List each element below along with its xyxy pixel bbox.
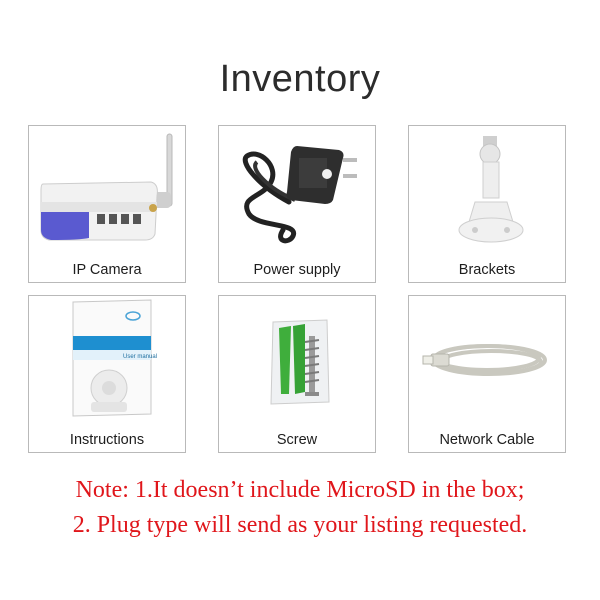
network-cable-icon [409, 296, 565, 424]
item-label: IP Camera [72, 262, 142, 278]
item-label: Brackets [458, 262, 516, 278]
page-title: Inventory [219, 58, 381, 100]
item-card-brackets [408, 125, 566, 283]
item-card-ip-camera [28, 125, 186, 283]
item-card-network-cable [408, 295, 566, 453]
item-label: Network Cable [439, 432, 535, 448]
item-card-screw [218, 295, 376, 453]
ip-camera-icon [29, 126, 185, 254]
manual-cover-text: User manual [123, 354, 158, 360]
item-card-instructions [28, 295, 186, 453]
item-label: Instructions [69, 432, 145, 448]
bracket-icon [409, 126, 565, 254]
note-line-1: Note: 1.It doesn’t include MicroSD in the box; [75, 477, 525, 503]
item-label: Power supply [253, 262, 341, 278]
item-label: Screw [276, 432, 318, 448]
screw-pack-icon [219, 296, 375, 424]
item-card-power-supply [218, 125, 376, 283]
note-line-2: 2. Plug type will send as your listing requested. [72, 512, 528, 538]
manual-icon [29, 296, 185, 424]
power-adapter-icon [219, 126, 375, 254]
